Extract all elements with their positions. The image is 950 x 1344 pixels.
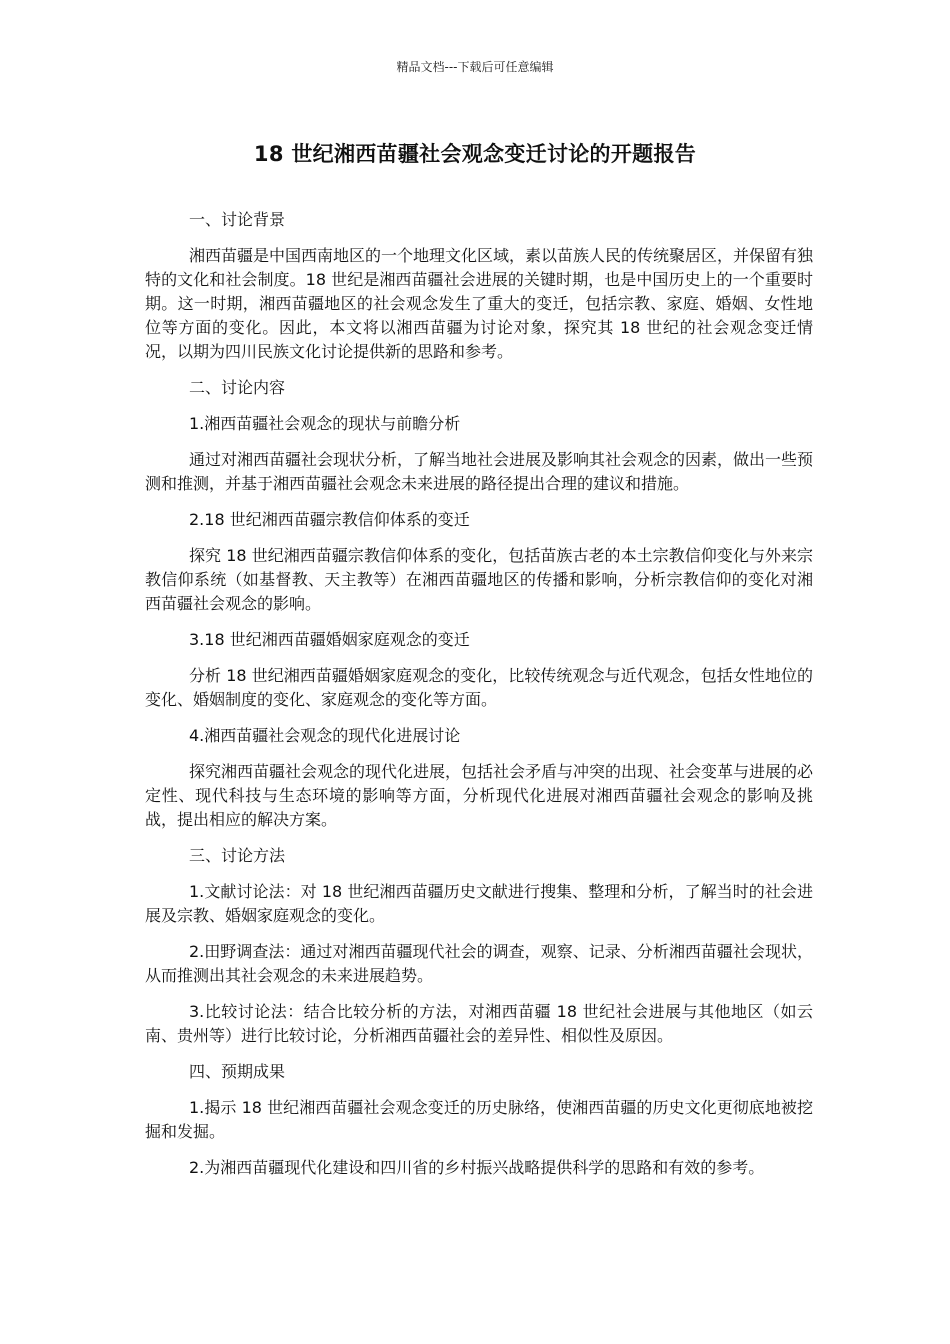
section-heading-methods: 三、讨论方法 [189,846,286,865]
method-3: 3.比较讨论法：结合比较分析的方法，对湘西苗疆 18 世纪社会进展与其他地区（如云南、贵州等）进行比较讨论，分析湘西苗疆社会的差异性、相似性及原因。 [145,1002,813,1045]
page-header: 精品文档---下载后可任意编辑 [396,60,554,74]
paragraph-background: 湘西苗疆是中国西南地区的一个地理文化区域，素以苗族人民的传统聚居区，并保留有独特的文化和社会制度。18 世纪是湘西苗疆社会进展的关键时期，也是中国历史上的一个重要时期。这一时期，湘西苗疆地区的社会观念发生了重大的变迁，包括宗教、家庭、婚姻、女性地位等方面的变化。因此，本文将以湘西苗疆为讨论对象，探究其 18 世纪的社会观念变迁情况，以期为四川民族文化讨论提供新的思路和参考。 [145,246,814,361]
method-1: 1.文献讨论法：对 18 世纪湘西苗疆历史文献进行搜集、整理和分析，了解当时的社会进展及宗教、婚姻家庭观念的变化。 [145,882,813,925]
method-2: 2.田野调查法：通过对湘西苗疆现代社会的调查，观察、记录、分析湘西苗疆社会现状，从而推测出其社会观念的未来进展趋势。 [145,942,813,985]
paragraph-4: 探究湘西苗疆社会观念的现代化进展，包括社会矛盾与冲突的出现、社会变革与进展的必定性、现代科技与生态环境的影响等方面，分析现代化进展对湘西苗疆社会观念的影响及挑战，提出相应的解决方案。 [145,762,814,829]
section-heading-content: 二、讨论内容 [189,378,286,397]
document-title: 18 世纪湘西苗疆社会观念变迁讨论的开题报告 [253,142,697,166]
paragraph-1: 通过对湘西苗疆社会现状分析，了解当地社会进展及影响其社会观念的因素，做出一些预测和推测，并基于湘西苗疆社会观念未来进展的路径提出合理的建议和措施。 [145,450,814,493]
section-heading-outcomes: 四、预期成果 [189,1062,286,1081]
subheading-4: 4.湘西苗疆社会观念的现代化进展讨论 [189,726,461,745]
subheading-1: 1.湘西苗疆社会观念的现状与前瞻分析 [189,414,461,433]
paragraph-2: 探究 18 世纪湘西苗疆宗教信仰体系的变化，包括苗族古老的本土宗教信仰变化与外来宗教信仰系统（如基督教、天主教等）在湘西苗疆地区的传播和影响，分析宗教信仰的变化对湘西苗疆社会观念的影响。 [145,546,813,613]
outcome-1: 1.揭示 18 世纪湘西苗疆社会观念变迁的历史脉络，使湘西苗疆的历史文化更彻底地被挖掘和发掘。 [145,1098,813,1141]
outcome-2: 2.为湘西苗疆现代化建设和四川省的乡村振兴战略提供科学的思路和有效的参考。 [189,1158,765,1177]
subheading-3: 3.18 世纪湘西苗疆婚姻家庭观念的变迁 [189,630,470,649]
subheading-2: 2.18 世纪湘西苗疆宗教信仰体系的变迁 [189,510,470,529]
document-body [145,208,813,1192]
paragraph-3: 分析 18 世纪湘西苗疆婚姻家庭观念的变化，比较传统观念与近代观念，包括女性地位的变化、婚姻制度的变化、家庭观念的变化等方面。 [145,666,813,709]
section-heading-background: 一、讨论背景 [189,210,286,229]
